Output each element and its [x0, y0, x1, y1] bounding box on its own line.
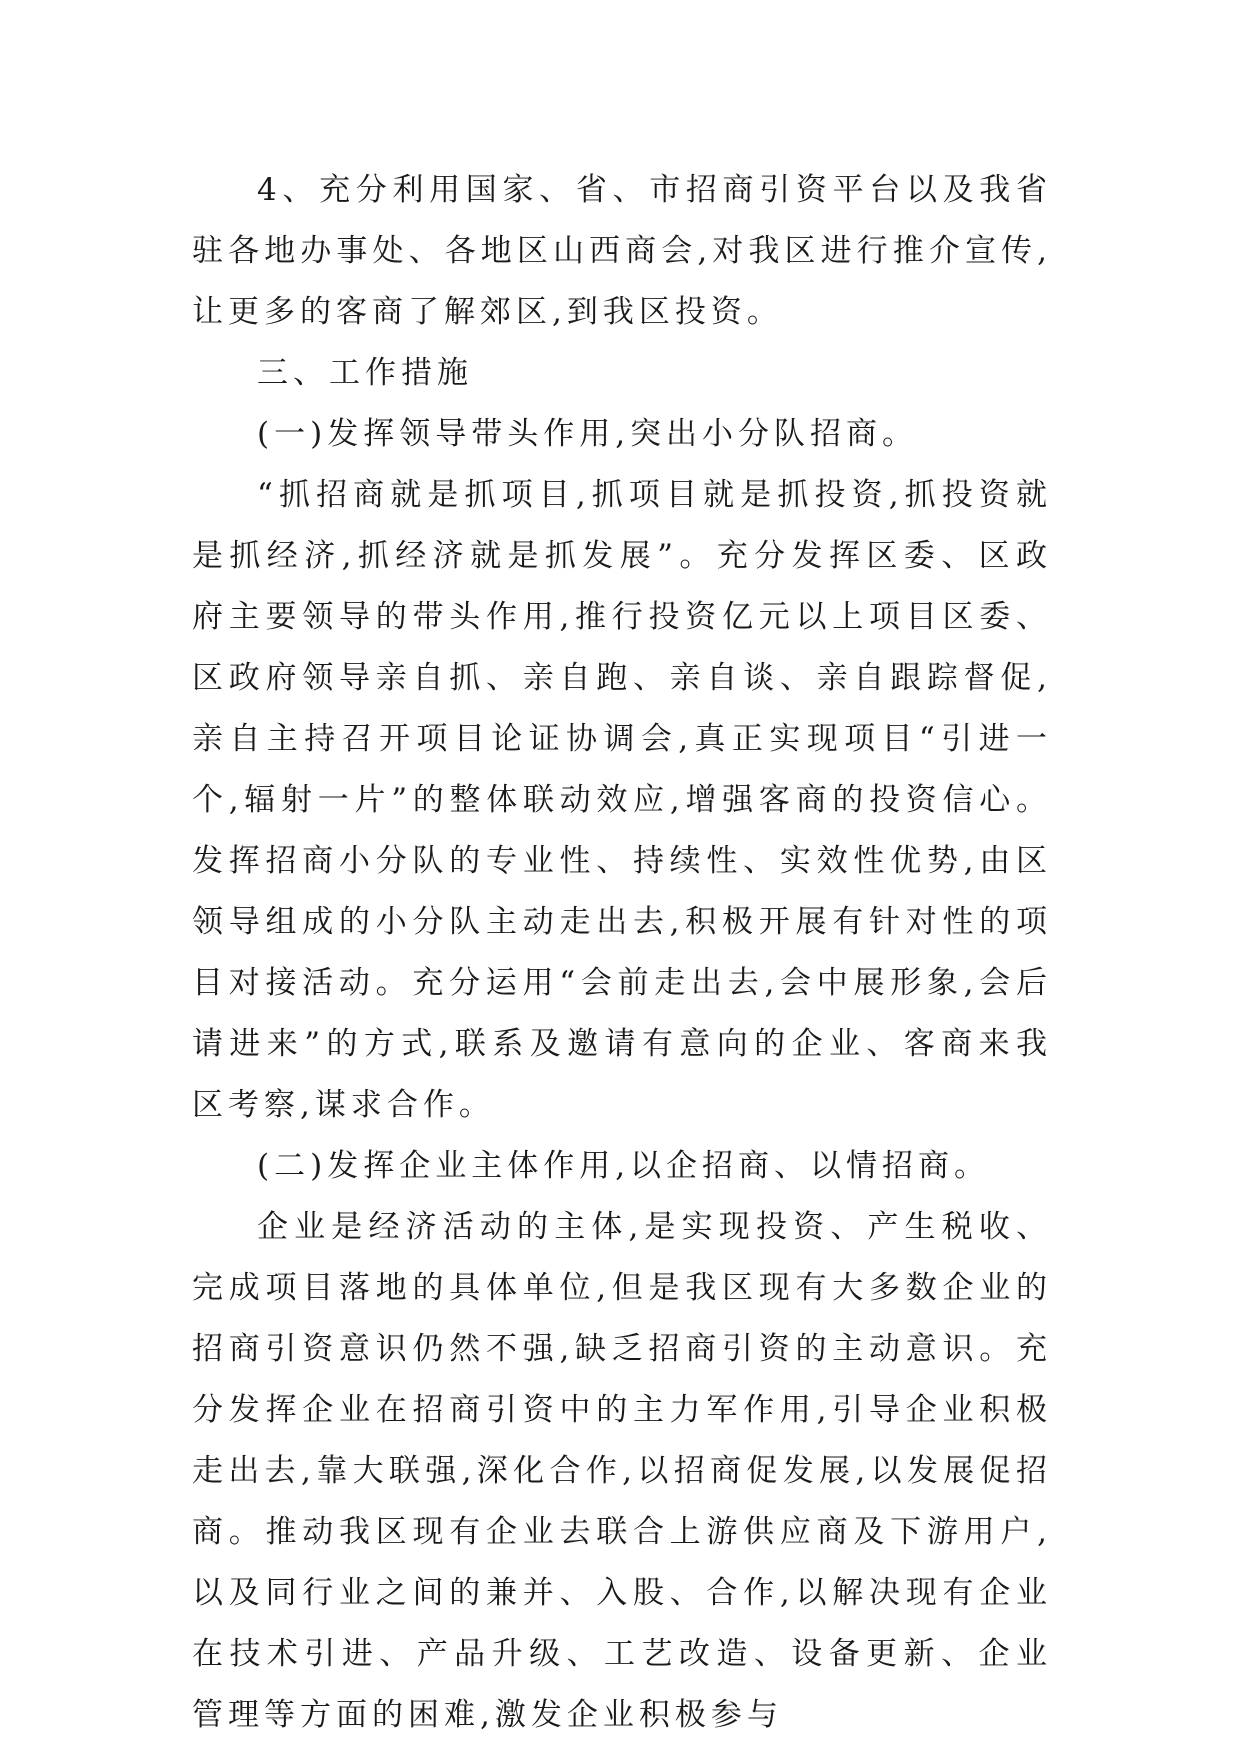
subheading-enterprise-role: (二)发挥企业主体作用,以企招商、以情招商。: [257, 1148, 991, 1184]
paragraph-item-4: 4、充分利用国家、省、市招商引资平台以及我省驻各地办事处、各地区山西商会,对我区进行推介宣传,让更多的客商了解郊区,到我区投资。: [192, 172, 1052, 330]
paragraph-enterprise-role: 企业是经济活动的主体,是实现投资、产生税收、完成项目落地的具体单位,但是我区现有大多数企业的招商引资意识仍然不强,缺乏招商引资的主动意识。充分发挥企业在招商引资中的主力军作用,引导企业积极走出去,靠大联强,深化合作,以招商促发展,以发展促招商。推动我区现有企业去联合上游供应商及下游用户,以及同行业之间的兼并、入股、合作,以解决现有企业在技术引进、产品升级、工艺改造、设备更新、企业管理等方面的困难,激发企业积极参与: [192, 1209, 1052, 1733]
document-body: [192, 160, 1052, 1746]
paragraph-leadership-role: “抓招商就是抓项目,抓项目就是抓投资,抓投资就是抓经济,抓经济就是抓发展”。充分发挥区委、区政府主要领导的带头作用,推行投资亿元以上项目区委、区政府领导亲自抓、亲自跑、亲自谈、亲自跟踪督促,亲自主持召开项目论证协调会,真正实现项目“引进一个,辐射一片”的整体联动效应,增强客商的投资信心。发挥招商小分队的专业性、持续性、实效性优势,由区领导组成的小分队主动走出去,积极开展有针对性的项目对接活动。充分运用“会前走出去,会中展形象,会后请进来”的方式,联系及邀请有意向的企业、客商来我区考察,谋求合作。: [192, 477, 1052, 1123]
subheading-leadership-role: (一)发挥领导带头作用,突出小分队招商。: [257, 416, 919, 452]
section-heading-work-measures: 三、工作措施: [257, 355, 473, 391]
